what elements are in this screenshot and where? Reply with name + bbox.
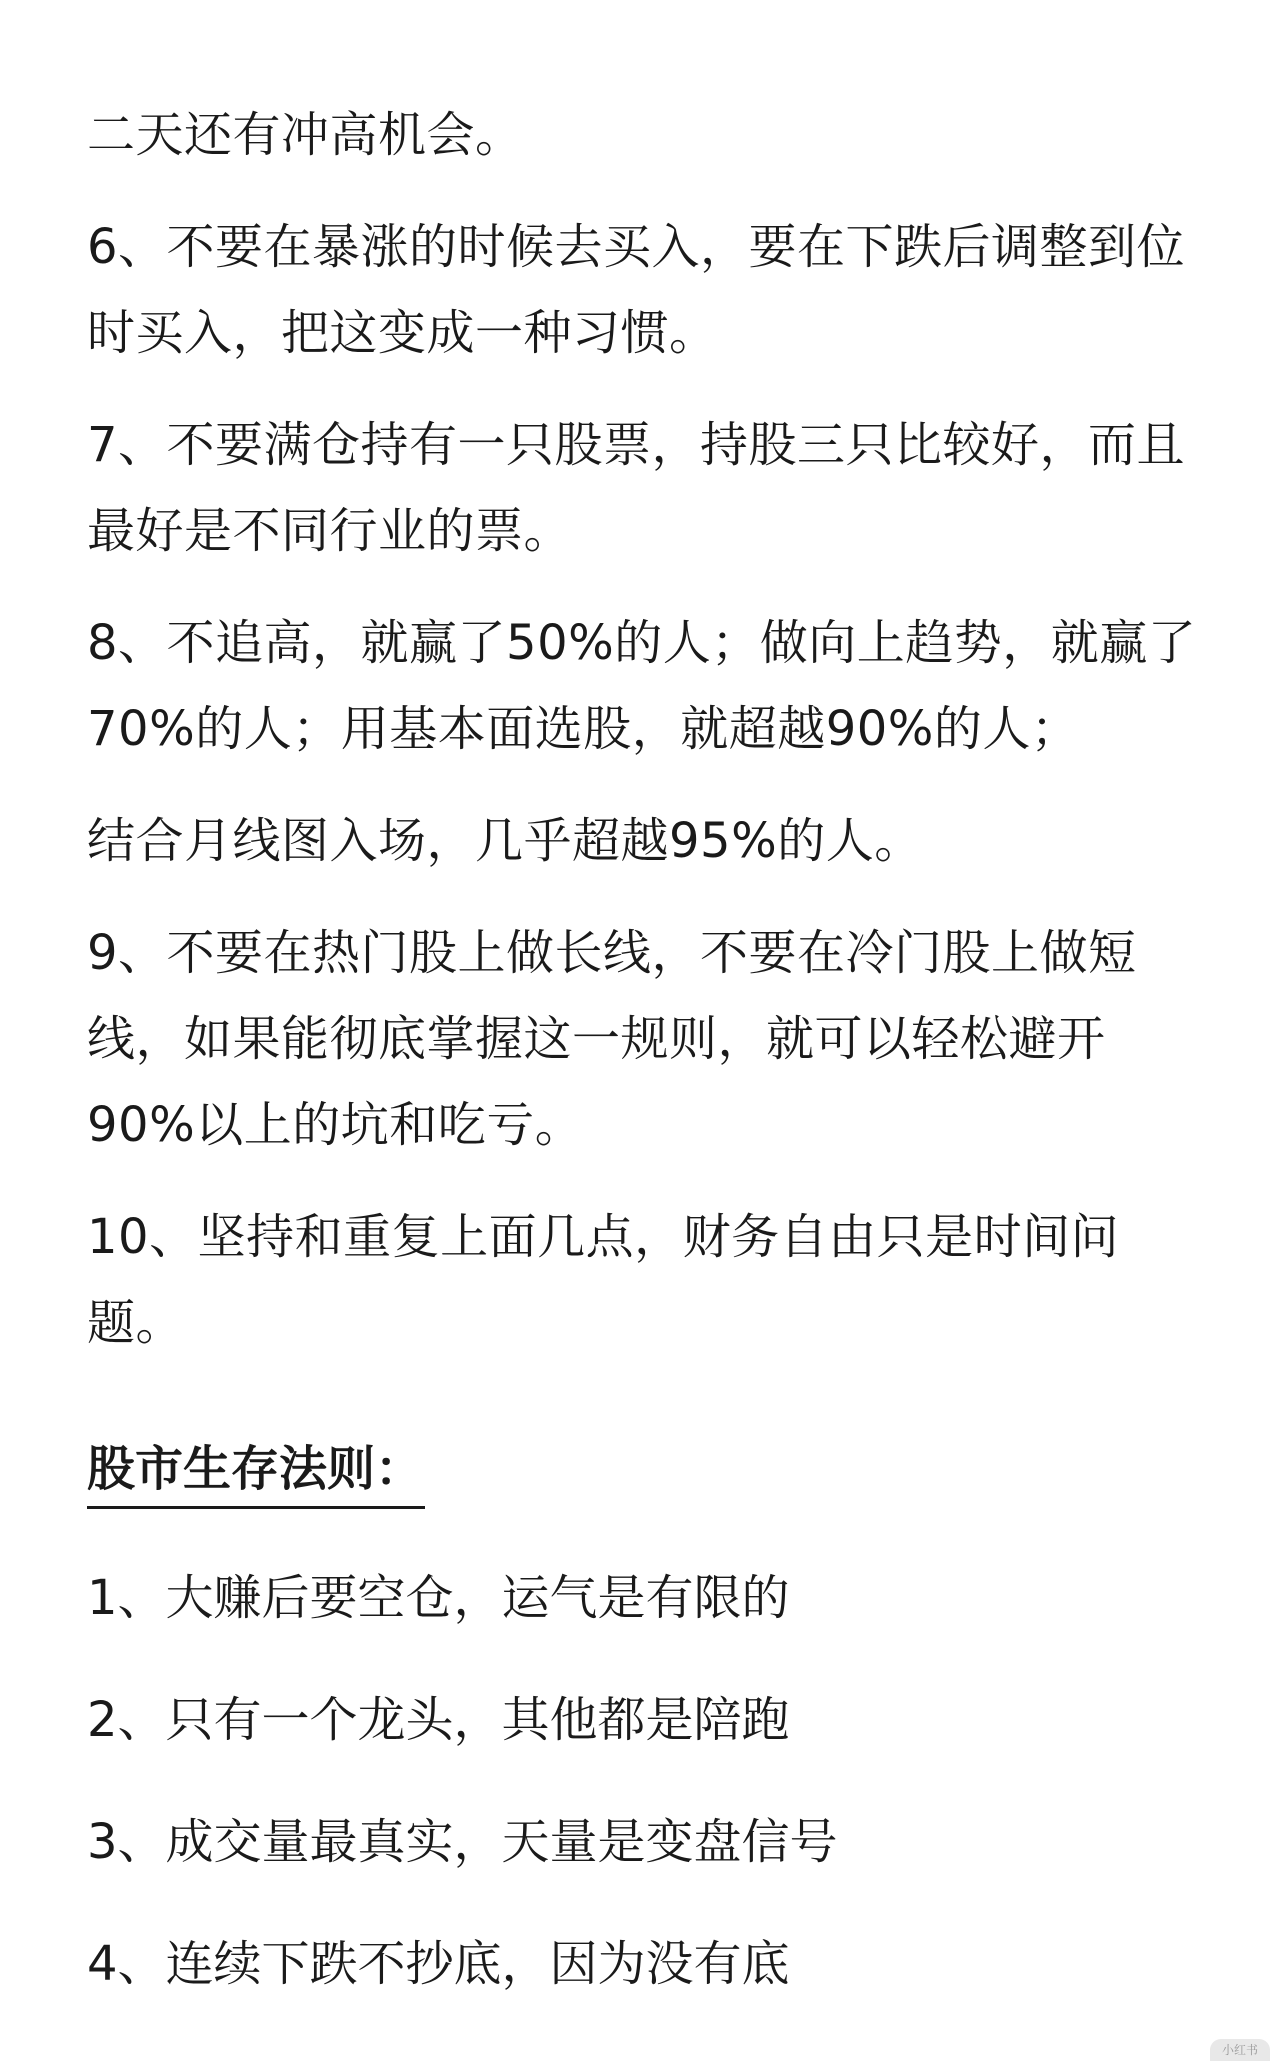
paragraph: 二天还有冲高机会。 — [87, 107, 524, 163]
rule-item: 2、只有一个龙头，其他都是陪跑 — [87, 1692, 790, 1748]
paragraph: 8、不追高，就赢了50%的人；做向上趋势，就赢了70%的人；用基本面选股，就超越90%的人； — [87, 615, 1197, 757]
article-body — [87, 92, 1207, 2043]
section-heading: 股市生存法则： — [87, 1432, 425, 1509]
rule-item: 4、连续下跌不抄底，因为没有底 — [87, 1936, 790, 1992]
paragraph: 结合月线图入场，几乎超越95%的人。 — [87, 813, 923, 869]
paragraph: 7、不要满仓持有一只股票，持股三只比较好，而且最好是不同行业的票。 — [87, 417, 1186, 559]
paragraph: 9、不要在热门股上做长线，不要在冷门股上做短线，如果能彻底掌握这一规则，就可以轻松避开90%以上的坑和吃亏。 — [87, 925, 1137, 1153]
rule-item: 1、大赚后要空仓，运气是有限的 — [87, 1570, 790, 1626]
paragraph: 10、坚持和重复上面几点，财务自由只是时间问题。 — [87, 1209, 1120, 1351]
watermark-logo: 小红书 — [1210, 2039, 1270, 2061]
rule-item: 3、成交量最真实，天量是变盘信号 — [87, 1814, 838, 1870]
paragraph: 6、不要在暴涨的时候去买入，要在下跌后调整到位时买入，把这变成一种习惯。 — [87, 219, 1186, 361]
section-heading-wrapper — [87, 1392, 1207, 1555]
